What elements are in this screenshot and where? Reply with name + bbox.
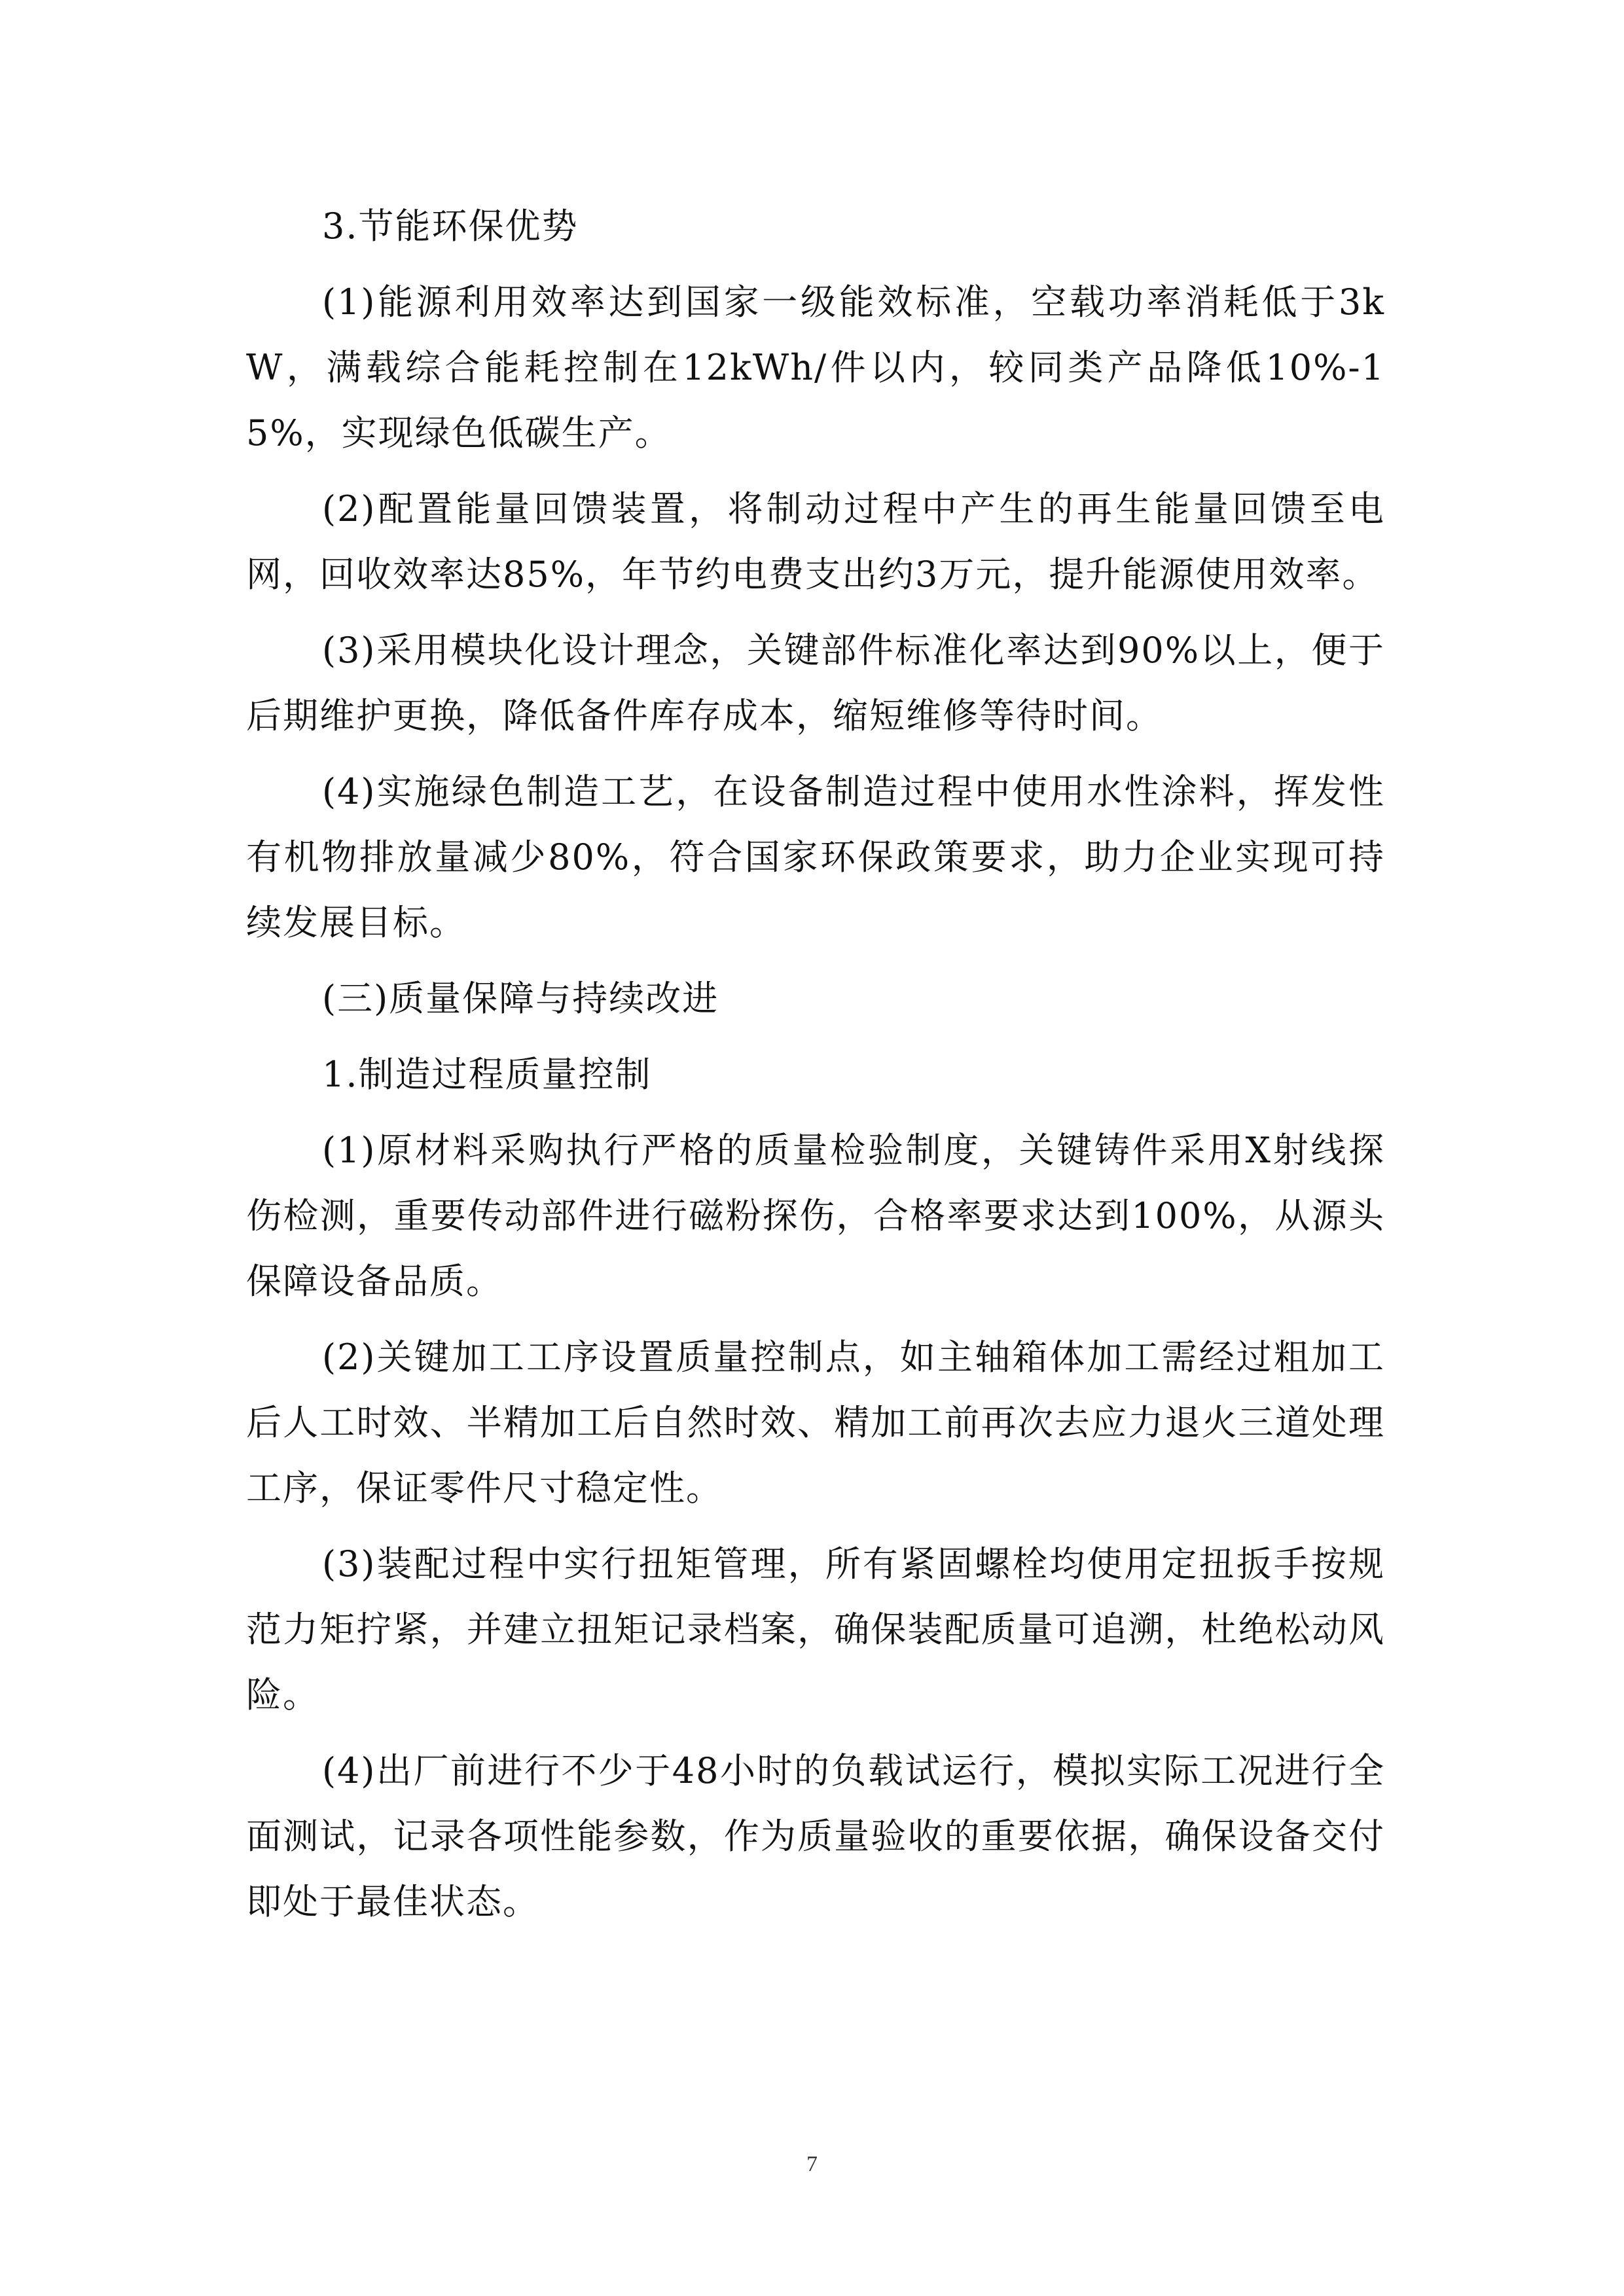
- paragraph-modular-design: (3)采用模块化设计理念，关键部件标准化率达到90%以上，便于后期维护更换，降低备件库存成本，缩短维修等待时间。: [246, 630, 1385, 736]
- subsection-heading-process-control: 1.制造过程质量控制: [322, 1054, 652, 1095]
- paragraph-machining-control: (2)关键加工工序设置质量控制点，如主轴箱体加工需经过粗加工后人工时效、半精加工后自然时效、精加工前再次去应力退火三道处理工序，保证零件尺寸稳定性。: [246, 1336, 1385, 1509]
- paragraph-torque-management: (3)装配过程中实行扭矩管理，所有紧固螺栓均使用定扭扳手按规范力矩拧紧，并建立扭矩记录档案，确保装配质量可追溯，杜绝松动风险。: [246, 1543, 1385, 1715]
- paragraph-energy-efficiency: (1)能源利用效率达到国家一级能效标准，空载功率消耗低于3kW，满载综合能耗控制在12kWh/件以内，较同类产品降低10%-15%，实现绿色低碳生产。: [246, 281, 1385, 454]
- document-body: [246, 194, 1385, 1945]
- paragraph-energy-feedback: (2)配置能量回馈装置，将制动过程中产生的再生能量回馈至电网，回收效率达85%，年节约电费支出约3万元，提升能源使用效率。: [246, 488, 1385, 595]
- section-heading-quality-assurance: (三)质量保障与持续改进: [322, 978, 719, 1019]
- section-heading-energy-saving: 3.节能环保优势: [322, 206, 579, 247]
- paragraph-load-test: (4)出厂前进行不少于48小时的负载试运行，模拟实际工况进行全面测试，记录各项性能参数，作为质量验收的重要依据，确保设备交付即处于最佳状态。: [246, 1750, 1385, 1922]
- page-number: 7: [806, 2152, 818, 2176]
- paragraph-material-inspection: (1)原材料采购执行严格的质量检验制度，关键铸件采用X射线探伤检测，重要传动部件进行磁粉探伤，合格率要求达到100%，从源头保障设备品质。: [246, 1130, 1385, 1302]
- paragraph-green-manufacturing: (4)实施绿色制造工艺，在设备制造过程中使用水性涂料，挥发性有机物排放量减少80%，符合国家环保政策要求，助力企业实现可持续发展目标。: [246, 771, 1385, 943]
